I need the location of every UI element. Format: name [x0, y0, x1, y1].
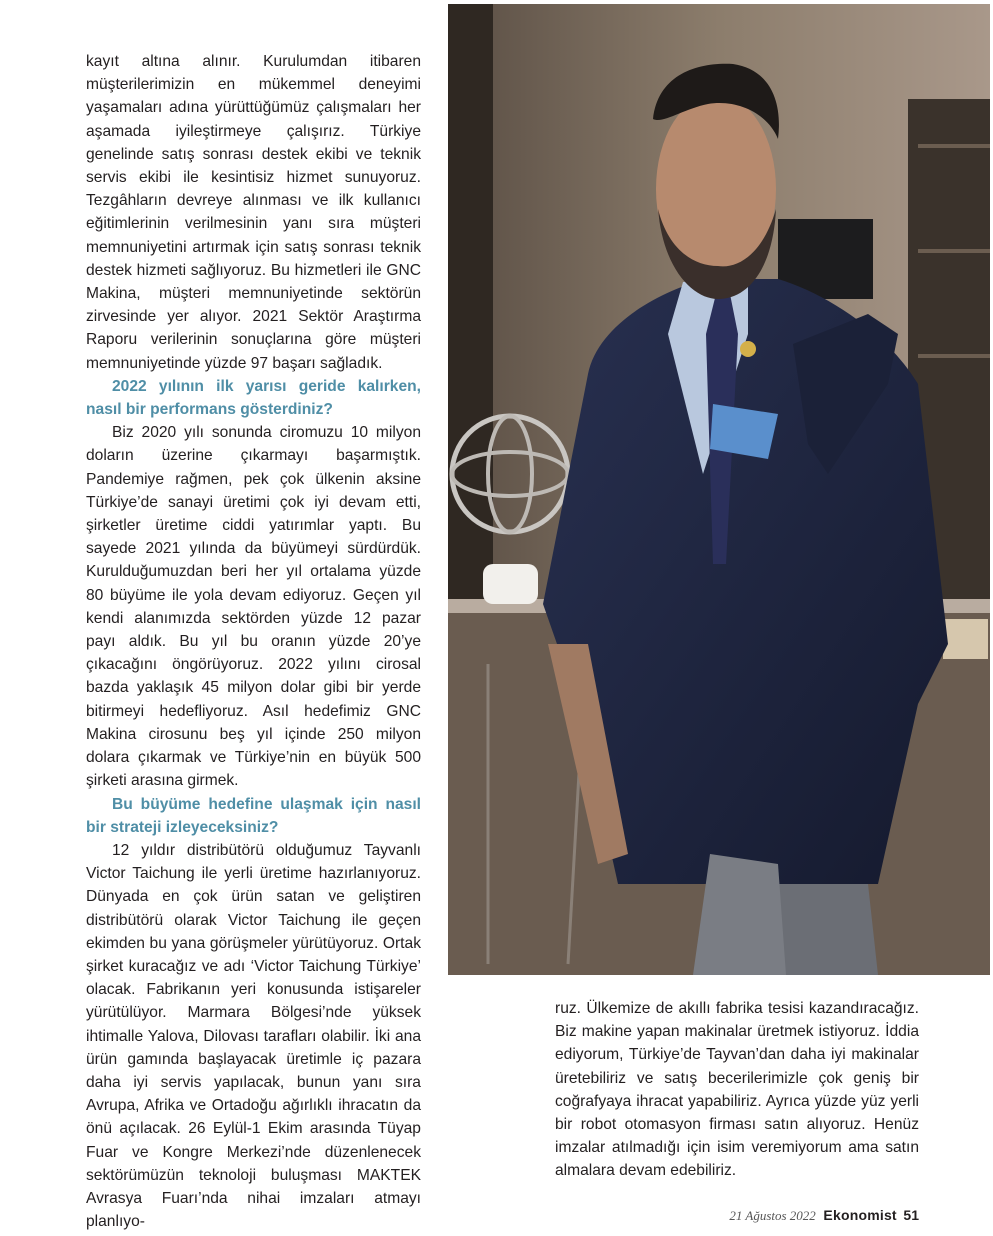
interview-question: 2022 yılının ilk yarısı geride kalırken, nasıl bir performans gösterdiniz? — [86, 377, 421, 419]
page-footer — [700, 1207, 919, 1224]
right-column — [555, 997, 919, 1183]
interview-answer: Biz 2020 yılı sonunda ciromuzu 10 milyon doların üzerine çıkarmayı başarmıştık. Pandemiye rağmen, pek çok ülkenin aksine Türkiye’de sanayi üretimi çok iyi devam etti, şirketler üretime ciddi yatırımlar yaptı. Bu sayede 2021 yılında da büyümeyi sürdürdük. Kurulduğumuzdan beri her yıl ortalama yüzde 80 büyüme ile yola devam ediyoruz. Geçen yıl kendi alanımızda sektörden yüzde 12 pazar payı aldık. Bu yıl bu oranın yüzde 20’ye çıkacağını öngörüyoruz. 2022 yılını cirosal bazda yaklaşık 45 milyon dolar gibi bir yerde bitirmeyi hedefliyoruz. Asıl hedefimiz GNC Makina cirosunu beş yıl içinde 250 milyon dolara çıkarmak ve Türkiye’nin en büyük 500 şirketi arasına girmek. — [86, 424, 421, 790]
body-paragraph: ruz. Ülkemize de akıllı fabrika tesisi kazandıracağız. Biz makine yapan makinalar üretmek istiyoruz. İddia ediyorum, Türkiye’de Tayvan’dan daha iyi makinalar üretebiliriz ve satış becerilerimizle çok geniş bir coğrafyaya ihracat yapabiliriz. Ayrıca yüzde yüz yerli bir robot otomasyon firması satın alıyoruz. Henüz imzalar atılmadığı için isim veremiyorum ama satın almalara devam edebiliriz. — [555, 1000, 919, 1180]
body-paragraph: kayıt altına alınır. Kurulumdan itibaren müşterilerimizin en mükemmel deneyimi yaşamaları adına yürüttüğümüz çalışmaları her aşamada iyileştirmeye çalışırız. Türkiye genelinde satış sonrası destek ekibi ve teknik servis ekibi ile kesintisiz hizmet sunuyoruz. Tezgâhların devreye alınması ve ilk kullanıcı eğitimlerinin verilmesinin yanı sıra müşteri memnuniyetini artırmak için satış sonrası teknik destek hizmeti sağlıyoruz. Bu hizmetleri ile GNC Makina, müşteri memnuniyetinde sektörün zirvesinde yer alıyor. 2021 Sektör Araştırma Raporu verilerinin sonuçlarına göre müşteri memnuniyetinde yüzde 97 başarı sağladık. — [86, 53, 421, 372]
magazine-name: Ekonomist — [823, 1207, 897, 1223]
lapel-pin — [740, 341, 756, 357]
left-column — [86, 50, 421, 1233]
interview-question: Bu büyüme hedefine ulaşmak için nasıl bir strateji izleyeceksiniz? — [86, 795, 421, 836]
page-number: 51 — [903, 1207, 919, 1223]
decor-box — [943, 619, 988, 659]
portrait-photo — [448, 4, 990, 975]
issue-date: 21 Ağustos 2022 — [729, 1208, 816, 1223]
portrait-illustration — [448, 4, 990, 975]
interview-answer: 12 yıldır distribütörü olduğumuz Tayvanlı Victor Taichung ile yerli üretime hazırlanıyoruz. Dünyada en çok ürün satan ve geliştiren distribütörü olarak Victor Taichung ile geçen ekimden bu yana görüşmeler yürütüyoruz. Ortak şirket kuracağız ve adı ‘Victor Taichung Türkiye’ olacak. Fabrikanın yeri konusunda istişareler yürütülüyor. Marmara Bölgesi’nde yüksek ihtimalle Yalova, Dilovası tarafları olabilir. İki ana ürün gamında başlayacak üretimle iç pazara daha iyi servis yapılacak, bunun yanı sıra Avrupa, Afrika ve Ortadoğu ağırlıklı ihracatın da önü açılacak. 26 Eylül-1 Ekim arasında Tüyap Fuar ve Kongre Merkezi’nde düzenlenecek sektörümüzün teknoloji buluşması MAKTEK Avrasya Fuarı’nda nihai imzaları atmayı planlıyo- — [86, 841, 421, 1231]
sculpture-base — [483, 564, 538, 604]
